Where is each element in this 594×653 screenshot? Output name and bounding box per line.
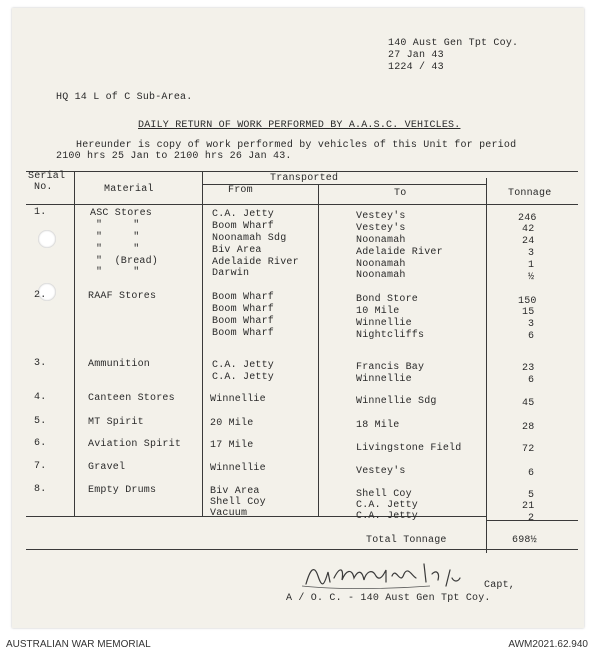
col-rule-to — [486, 178, 487, 553]
cell-from: Biv Area — [210, 486, 260, 497]
cell-serial: 6. — [34, 438, 47, 449]
cell-from: Winnellie — [210, 394, 266, 405]
cell-material: " (Bread) — [96, 256, 159, 267]
document-reference: 1224 / 43 — [388, 62, 444, 73]
archive-reference: AWM2021.62.940 — [508, 639, 588, 650]
col-header-material: Material — [104, 184, 154, 195]
cell-tonnage: 24 — [522, 236, 535, 247]
cell-serial: 8. — [34, 484, 47, 495]
cell-tonnage: 21 — [522, 501, 535, 512]
cell-to: Bond Store — [356, 294, 419, 305]
cell-from: Adelaide River — [212, 257, 299, 268]
cell-material: ASC Stores — [90, 208, 153, 219]
cell-tonnage: 246 — [518, 213, 537, 224]
cell-tonnage: 23 — [522, 363, 535, 374]
cell-to: Livingstone Field — [356, 443, 462, 454]
cell-to: Winnellie Sdg — [356, 396, 437, 407]
cell-from: Darwin — [212, 268, 250, 279]
cell-to: Nightcliffs — [356, 330, 425, 341]
cell-serial: 2. — [34, 290, 47, 301]
total-label: Total Tonnage — [366, 535, 447, 546]
cell-from: Boom Wharf — [212, 221, 275, 232]
cell-material: " " — [96, 220, 140, 231]
document-date: 27 Jan 43 — [388, 50, 444, 61]
addressee: HQ 14 L of C Sub-Area. — [56, 92, 193, 103]
cell-from: C.A. Jetty — [212, 209, 275, 220]
archive-credit: AUSTRALIAN WAR MEMORIAL — [6, 639, 151, 650]
cell-tonnage: 45 — [522, 398, 535, 409]
unit-name: 140 Aust Gen Tpt Coy. — [388, 38, 519, 49]
cell-to: 18 Mile — [356, 420, 400, 431]
total-value: 698½ — [512, 535, 537, 546]
punch-hole-top — [38, 230, 56, 248]
cell-from: Boom Wharf — [212, 304, 275, 315]
col-rule-from — [318, 184, 319, 516]
cell-from: Noonamah Sdg — [212, 233, 287, 244]
cell-serial: 1. — [34, 207, 47, 218]
col-header-serial-1: Serial — [28, 171, 66, 182]
cell-tonnage: 6 — [528, 468, 535, 479]
cell-to: Vestey's — [356, 466, 406, 477]
cell-material: " " — [96, 267, 140, 278]
cell-from: Boom Wharf — [212, 292, 275, 303]
cell-to: Winnellie — [356, 374, 412, 385]
cell-tonnage: 1 — [528, 260, 535, 271]
cell-tonnage: 3 — [528, 248, 535, 259]
intro-line-2: 2100 hrs 25 Jan to 2100 hrs 26 Jan 43. — [56, 151, 292, 162]
cell-material: Aviation Spirit — [88, 439, 182, 450]
cell-serial: 4. — [34, 392, 47, 403]
document-title: DAILY RETURN OF WORK PERFORMED BY A.A.S.C. VEHICLES. — [138, 120, 461, 131]
cell-from: 17 Mile — [210, 440, 254, 451]
cell-from: Shell Coy — [210, 497, 266, 508]
cell-material: Gravel — [88, 462, 126, 473]
col-rule-material — [202, 171, 203, 516]
table-top-rule — [26, 171, 578, 172]
cell-to: Francis Bay — [356, 362, 425, 373]
cell-from: Vacuum — [210, 508, 248, 519]
cell-tonnage: 2 — [528, 513, 535, 524]
document-page — [12, 8, 584, 628]
cell-to: Vestey's — [356, 223, 406, 234]
cell-from: Boom Wharf — [212, 328, 275, 339]
col-header-transported: Transported — [270, 173, 339, 184]
cell-to: Noonamah — [356, 235, 406, 246]
intro-line-1: Hereunder is copy of work performed by vehicles of this Unit for period — [76, 140, 517, 151]
cell-material: MT Spirit — [88, 417, 144, 428]
cell-to: Noonamah — [356, 270, 406, 281]
cell-to: C.A. Jetty — [356, 500, 419, 511]
handwritten-signature — [300, 556, 470, 592]
cell-material: " " — [96, 244, 140, 255]
col-rule-serial — [74, 171, 75, 516]
cell-material: Ammunition — [88, 359, 151, 370]
cell-tonnage: 150 — [518, 296, 537, 307]
col-header-to: To — [394, 188, 407, 199]
cell-to: Noonamah — [356, 259, 406, 270]
cell-tonnage: ½ — [528, 272, 535, 283]
cell-material: RAAF Stores — [88, 291, 157, 302]
cell-tonnage: 6 — [528, 375, 535, 386]
col-header-from: From — [228, 185, 253, 196]
cell-from: C.A. Jetty — [212, 372, 275, 383]
cell-serial: 3. — [34, 358, 47, 369]
signatory-office: A / O. C. - 140 Aust Gen Tpt Coy. — [286, 593, 491, 604]
cell-to: Winnellie — [356, 318, 412, 329]
cell-tonnage: 5 — [528, 490, 535, 501]
cell-to: 10 Mile — [356, 306, 400, 317]
cell-material: " " — [96, 232, 140, 243]
col-header-serial-2: No. — [34, 182, 53, 193]
cell-tonnage: 28 — [522, 422, 535, 433]
cell-from: 20 Mile — [210, 418, 254, 429]
cell-serial: 7. — [34, 461, 47, 472]
col-header-tonnage: Tonnage — [508, 188, 552, 199]
cell-from: Biv Area — [212, 245, 262, 256]
cell-to: Adelaide River — [356, 247, 443, 258]
cell-tonnage: 15 — [522, 307, 535, 318]
header-bottom-rule — [26, 204, 578, 205]
signatory-rank: Capt, — [484, 580, 516, 591]
cell-to: C.A. Jetty — [356, 511, 419, 522]
cell-tonnage: 42 — [522, 224, 535, 235]
cell-to: Vestey's — [356, 211, 406, 222]
cell-material: Empty Drums — [88, 485, 157, 496]
cell-tonnage: 3 — [528, 319, 535, 330]
cell-tonnage: 6 — [528, 331, 535, 342]
cell-to: Shell Coy — [356, 489, 412, 500]
cell-from: C.A. Jetty — [212, 360, 275, 371]
cell-serial: 5. — [34, 416, 47, 427]
cell-from: Boom Wharf — [212, 316, 275, 327]
cell-material: Canteen Stores — [88, 393, 175, 404]
total-bottom-rule — [26, 549, 578, 550]
cell-tonnage: 72 — [522, 444, 535, 455]
cell-from: Winnellie — [210, 463, 266, 474]
